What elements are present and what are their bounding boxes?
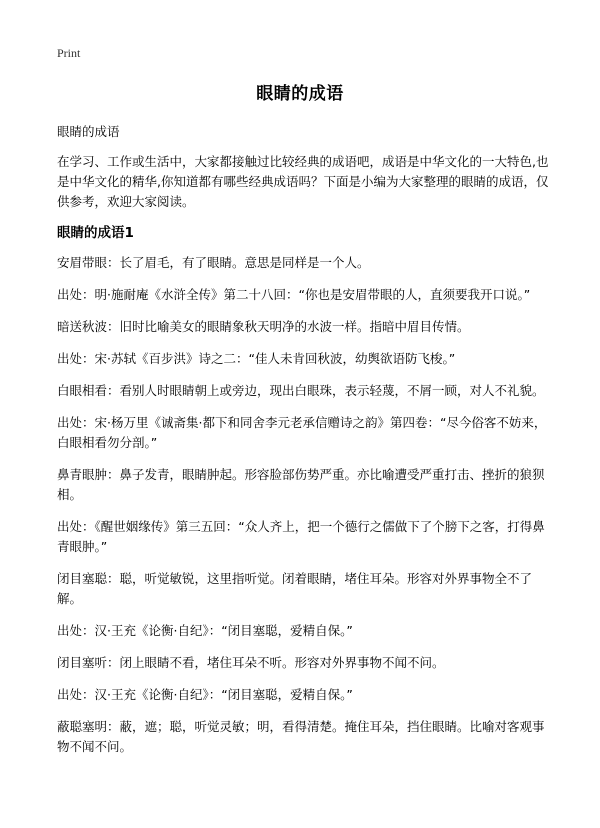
idiom-source-paragraph: 出处：宋·杨万里《诚斋集·都下和同舍李元老承信赠诗之韵》第四卷：“尽今俗客不妨来，白眼相看勿分剖。” xyxy=(57,415,547,450)
idiom-paragraph: 暗送秋波：旧时比喻美女的眼睛象秋天明净的水波一样。指暗中眉目传情。 xyxy=(57,319,470,334)
page-title: 眼睛的成语 xyxy=(256,84,344,104)
section-heading: 眼睛的成语1 xyxy=(57,225,134,241)
idiom-source-paragraph: 出处：明·施耐庵《水浒全传》第二十八回：“你也是安眉带眼的人，直须要我开口说。” xyxy=(57,287,531,302)
idiom-paragraph: 闭目塞聪：聪，听觉敏锐，这里指听觉。闭着眼睛，堵住耳朵。形容对外界事物全不了解。 xyxy=(57,571,533,606)
idiom-paragraph: 蔽聪塞明：蔽，遮；聪，听觉灵敏；明，看得清楚。掩住耳朵，挡住眼睛。比喻对客观事物不闻不问。 xyxy=(57,719,545,754)
idiom-source-paragraph: 出处：《醒世姻缘传》第三五回：“众人齐上，把一个德行之儒做下了个膀下之客，打得鼻青眼肿。” xyxy=(57,519,545,554)
idiom-source-paragraph: 出处：汉·王充《论衡·自纪》：“闭目塞聪，爱精自保。” xyxy=(57,623,353,638)
intro-paragraph: 在学习、工作或生活中，大家都接触过比较经典的成语吧，成语是中华文化的一大特色,也是中华文化的精华,你知道都有哪些经典成语吗？下面是小编为大家整理的眼睛的成语，仅供参考，欢迎大家阅读。 xyxy=(57,154,549,209)
idiom-paragraph: 鼻青眼肿：鼻子发青，眼睛肿起。形容脸部伤势严重。亦比喻遭受严重打击、挫折的狼狈相。 xyxy=(57,467,545,502)
idiom-paragraph: 闭目塞听：闭上眼睛不看，堵住耳朵不听。形容对外界事物不闻不问。 xyxy=(57,655,445,670)
idiom-paragraph: 白眼相看：看别人时眼睛朝上或旁边，现出白眼珠，表示轻蔑，不屑一顾，对人不礼貌。 xyxy=(57,383,545,398)
print-label: Print xyxy=(57,46,81,60)
idiom-source-paragraph: 出处：汉·王充《论衡·自纪》：“闭目塞聪，爱精自保。” xyxy=(57,687,353,702)
idiom-paragraph: 安眉带眼：长了眉毛，有了眼睛。意思是同样是一个人。 xyxy=(57,255,370,270)
idiom-source-paragraph: 出处：宋·苏轼《百步洪》诗之二：“佳人未肯回秋波，幼舆欲语防飞梭。” xyxy=(57,351,456,366)
document-body xyxy=(57,122,549,769)
subtitle: 眼睛的成语 xyxy=(57,124,120,139)
